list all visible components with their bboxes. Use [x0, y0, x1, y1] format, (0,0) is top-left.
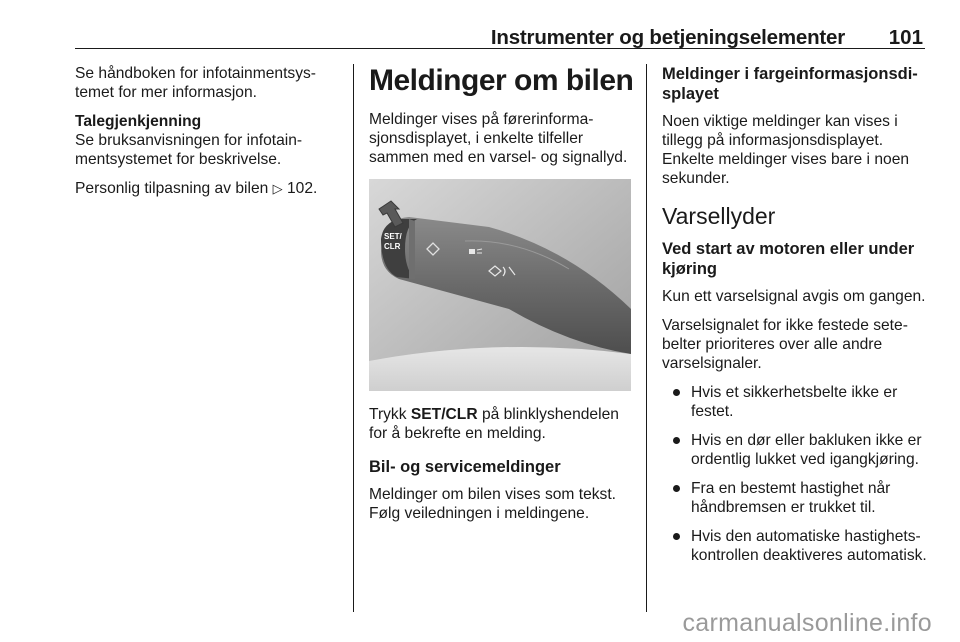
service-messages-heading: Bil- og servicemeldinger	[369, 458, 561, 476]
bullet-icon	[673, 533, 680, 540]
list-item	[662, 431, 932, 469]
press-instruction	[369, 405, 637, 443]
set-label: SET/	[384, 232, 402, 241]
service-messages-text: Meldinger om bilen vises som tekst. Følg veiledningen i meldingene.	[369, 486, 616, 522]
column-left	[75, 64, 345, 208]
list-item	[662, 383, 932, 421]
infotainment-note: Se håndboken for infotainmentsystemet for mer informasjon.	[75, 65, 316, 101]
watermark: carmanualsonline.info	[682, 609, 932, 637]
engine-start-text-1: Kun ett varselsignal avgis om gangen.	[662, 288, 926, 305]
warning-chimes-heading: Varsellyder	[662, 203, 776, 229]
page-number: 101	[888, 26, 923, 49]
vehicle-messages-intro: Meldinger vises på førerinformasjonsdisplayet, i enkelte tilfeller sammen med en varsel- og signallyd.	[369, 111, 628, 166]
engine-start-heading: Ved start av motoren eller under kjøring	[662, 240, 915, 278]
reference-arrow-icon: ▷	[272, 181, 283, 196]
list-item	[662, 527, 932, 565]
list-item-text: Hvis den automatiske hastighetskontrollen deaktiveres automatisk.	[691, 528, 927, 564]
color-display-text: Noen viktige meldinger kan vises i tillegg på informasjonsdisplayet. Enkelte meldinger vises bare i noen sekunder.	[662, 113, 910, 187]
column-divider	[646, 64, 647, 612]
voice-recognition-text: Se bruksanvisningen for infotainmentsystemet for beskrivelse.	[75, 132, 303, 168]
set-clr-key: SET/CLR	[410, 406, 478, 423]
press-instruction-end: på blinklyshendelen for å bekrefte en melding.	[369, 406, 619, 442]
bullet-icon	[673, 437, 680, 444]
column-middle	[369, 64, 637, 533]
page-header	[75, 22, 925, 49]
column-divider	[353, 64, 354, 612]
bullet-icon	[673, 389, 680, 396]
clr-label: CLR	[384, 242, 401, 251]
press-instruction-start: Trykk	[369, 406, 407, 423]
bullet-icon	[673, 485, 680, 492]
list-item	[662, 479, 932, 517]
page-reference-link[interactable]: 102.	[287, 180, 318, 197]
engine-start-text-2: Varselsignalet for ikke festede setebelter prioriteres over alle andre varselsignaler.	[662, 317, 908, 372]
list-item-text: Hvis en dør eller bakluken ikke er ordentlig lukket ved igangkjøring.	[691, 432, 922, 468]
vehicle-messages-title: Meldinger om bilen	[369, 64, 634, 97]
color-display-heading: Meldinger i fargeinformasjonsdisplayet	[662, 65, 918, 103]
turn-signal-lever-image	[369, 179, 631, 391]
turn-signal-lever-illustration	[369, 179, 631, 391]
warning-conditions-list	[662, 383, 932, 565]
list-item-text: Fra en bestemt hastighet når håndbremsen er trukket til.	[691, 480, 891, 516]
section-title: Instrumenter og betjeningselementer	[490, 26, 845, 49]
personalization-paragraph	[75, 179, 345, 198]
personalization-text: Personlig tilpasning av bilen	[75, 180, 269, 197]
voice-recognition-heading: Talegjenkjenning	[75, 113, 202, 130]
column-right	[662, 64, 932, 575]
list-item-text: Hvis et sikkerhetsbelte ikke er festet.	[691, 384, 898, 420]
